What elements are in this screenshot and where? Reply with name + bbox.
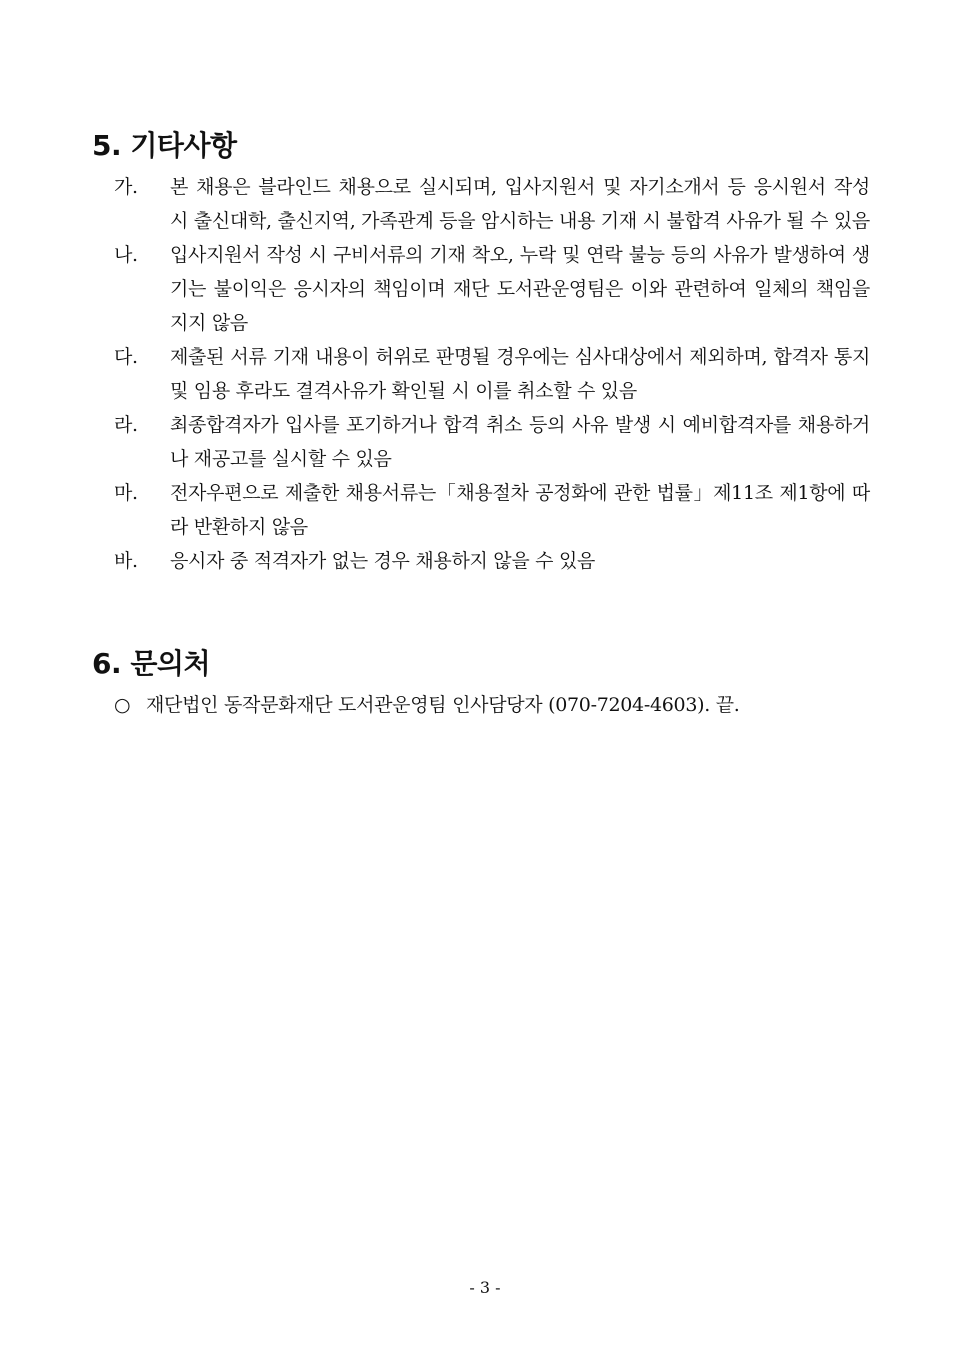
contact-text: 재단법인 동작문화재단 도서관운영팀 인사담당자 (070-7204-4603). 끝. xyxy=(146,694,740,716)
list-item-marker: 가. xyxy=(114,176,138,198)
circle-bullet-icon: ○ xyxy=(114,694,131,716)
list-item-marker: 라. xyxy=(114,414,138,436)
list-item xyxy=(114,170,870,238)
list-item-marker: 다. xyxy=(114,346,138,368)
section-contact xyxy=(92,646,892,722)
list-item-text: 응시자 중 적격자가 없는 경우 채용하지 않을 수 있음 xyxy=(170,550,596,572)
section-other-matters xyxy=(92,128,892,578)
list-item xyxy=(114,544,870,578)
list-item-marker: 마. xyxy=(114,482,138,504)
page-number: - 3 - xyxy=(469,1278,501,1297)
list-item-text: 전자우편으로 제출한 채용서류는「채용절차 공정화에 관한 법률」제11조 제1항에 따라 반환하지 않음 xyxy=(170,482,870,538)
list-item xyxy=(114,340,870,408)
section-title-contact: 6. 문의처 xyxy=(92,647,211,680)
other-matters-list xyxy=(92,170,892,578)
list-item xyxy=(114,408,870,476)
list-item xyxy=(114,476,870,544)
list-item-text: 최종합격자가 입사를 포기하거나 합격 취소 등의 사유 발생 시 예비합격자를 채용하거나 재공고를 실시할 수 있음 xyxy=(170,414,870,470)
contact-line xyxy=(114,688,892,722)
list-item-text: 제출된 서류 기재 내용이 허위로 판명될 경우에는 심사대상에서 제외하며, 합격자 통지 및 임용 후라도 결격사유가 확인될 시 이를 취소할 수 있음 xyxy=(170,346,870,402)
list-item-marker: 바. xyxy=(114,550,138,572)
section-title-other-matters: 5. 기타사항 xyxy=(92,129,237,162)
list-item-marker: 나. xyxy=(114,244,138,266)
list-item-text: 본 채용은 블라인드 채용으로 실시되며, 입사지원서 및 자기소개서 등 응시원서 작성 시 출신대학, 출신지역, 가족관계 등을 암시하는 내용 기재 시 불합격 사유가 될 수 있음 xyxy=(170,176,870,232)
list-item-text: 입사지원서 작성 시 구비서류의 기재 착오, 누락 및 연락 불능 등의 사유가 발생하여 생기는 불이익은 응시자의 책임이며 재단 도서관운영팀은 이와 관련하여 일체의 책임을 지지 않음 xyxy=(170,244,870,334)
list-item xyxy=(114,238,870,340)
